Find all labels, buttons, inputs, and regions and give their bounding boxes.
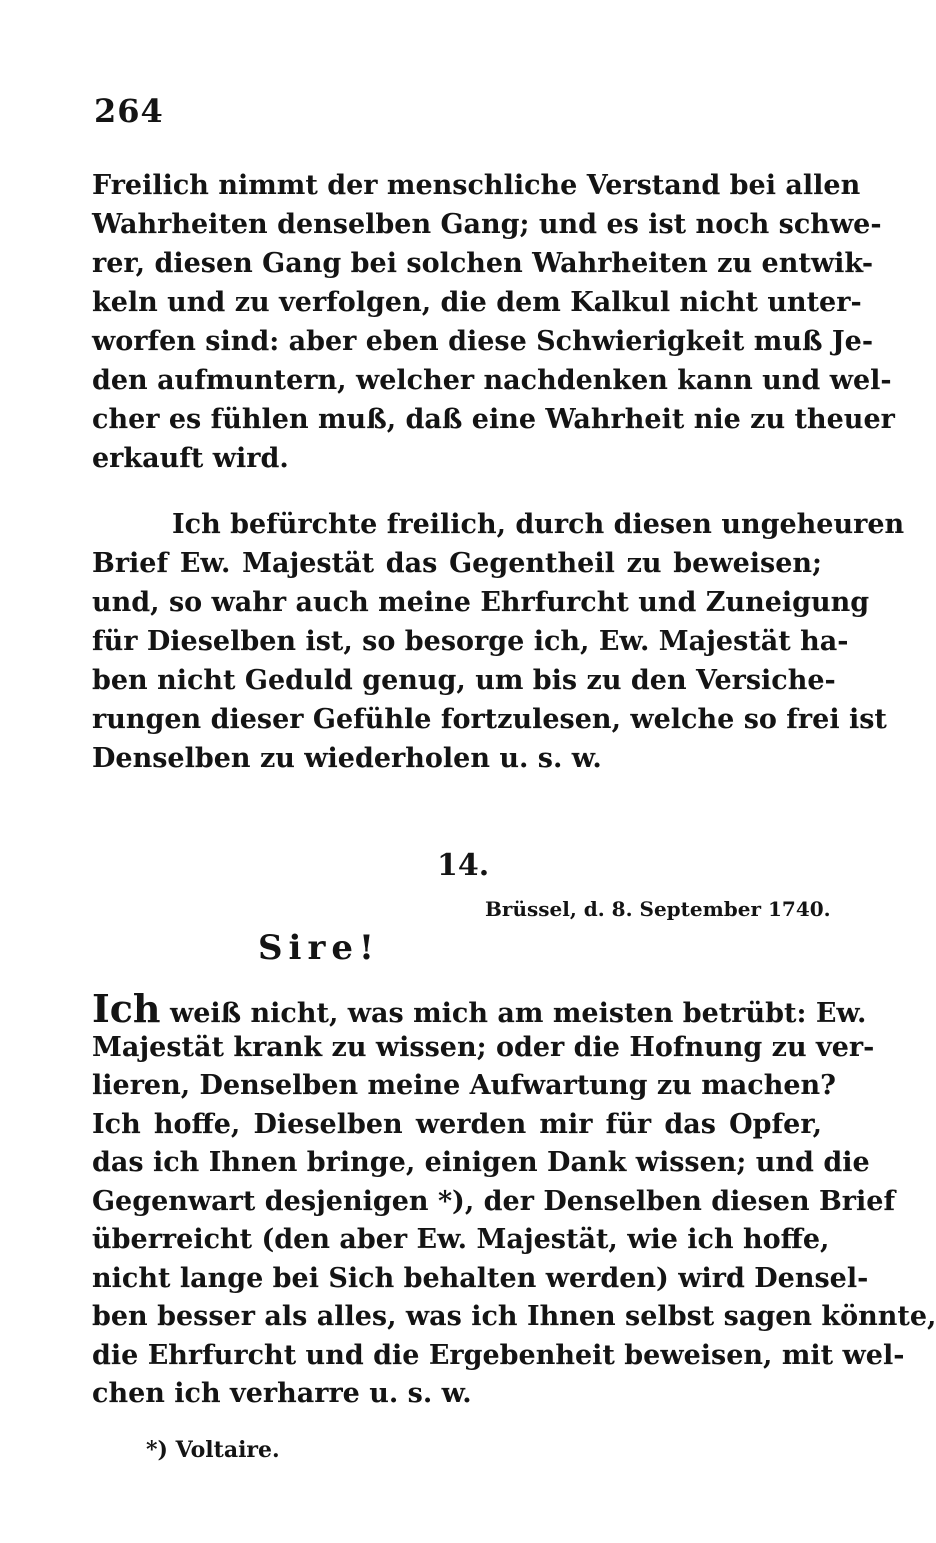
text-line: das ich Ihnen bringe, einigen Dank wissen; und die xyxy=(92,1147,870,1178)
paragraph-2 xyxy=(92,505,905,778)
text-line: überreicht (den aber Ew. Majestät, wie ich hoffe, xyxy=(92,1224,830,1255)
paragraph-1 xyxy=(92,166,895,478)
letter-first-line-text: weiß nicht, was mich am meisten betrübt: Ew. xyxy=(160,998,867,1029)
letter-number: 14. xyxy=(437,848,490,883)
letter-salutation: Sire! xyxy=(258,928,380,968)
text-line: Gegenwart desjenigen *), der Denselben diesen Brief xyxy=(92,1185,896,1217)
letter-first-line xyxy=(92,986,867,1031)
text-line: ben nicht Geduld genug, um bis zu den Versiche- xyxy=(92,665,836,696)
text-line: worfen sind: aber eben diese Schwierigkeit muß Je- xyxy=(92,326,874,357)
text-line: den aufmuntern, welcher nachdenken kann und wel- xyxy=(92,365,892,396)
text-line: die Ehrfurcht und die Ergebenheit beweisen, mit wel- xyxy=(92,1339,905,1371)
text-line: und, so wahr auch meine Ehrfurcht und Zuneigung xyxy=(92,587,870,618)
text-line: Denselben zu wiederholen u. s. w. xyxy=(92,743,602,774)
text-line: keln und zu verfolgen, die dem Kalkul nicht unter- xyxy=(92,287,862,318)
text-line: chen ich verharre u. s. w. xyxy=(92,1378,472,1409)
text-line: ben besser als alles, was ich Ihnen selbst sagen könnte, xyxy=(92,1301,936,1332)
letter-first-word: Ich xyxy=(92,986,161,1031)
text-line: Ich befürchte freilich, durch diesen ungeheuren xyxy=(172,509,905,540)
text-line: Ich hoffe, Dieselben werden mir für das Opfer, xyxy=(92,1108,822,1140)
text-line: für Dieselben ist, so besorge ich, Ew. Majestät ha- xyxy=(92,626,849,657)
letter-body xyxy=(92,986,936,1414)
text-line: rungen dieser Gefühle fortzulesen, welche so frei ist xyxy=(92,704,887,735)
text-line: Brief Ew. Majestät das Gegentheil zu beweisen; xyxy=(92,548,822,579)
text-line: lieren, Denselben meine Aufwartung zu machen? xyxy=(92,1070,836,1101)
footnote: *) Voltaire. xyxy=(146,1437,280,1463)
text-line: Wahrheiten denselben Gang; und es ist noch schwe- xyxy=(92,209,882,240)
text-line: cher es fühlen muß, daß eine Wahrheit nie zu theuer xyxy=(92,404,895,435)
text-line: erkauft wird. xyxy=(92,443,289,474)
letter-dateline: Brüssel, d. 8. September 1740. xyxy=(485,897,831,921)
text-line: rer, diesen Gang bei solchen Wahrheiten zu entwik- xyxy=(92,248,874,279)
text-line: Majestät krank zu wissen; oder die Hofnung zu ver- xyxy=(92,1031,875,1063)
page-number: 264 xyxy=(94,92,164,130)
text-line: Freilich nimmt der menschliche Verstand bei allen xyxy=(92,170,861,201)
text-line: nicht lange bei Sich behalten werden) wird Densel- xyxy=(92,1262,869,1294)
